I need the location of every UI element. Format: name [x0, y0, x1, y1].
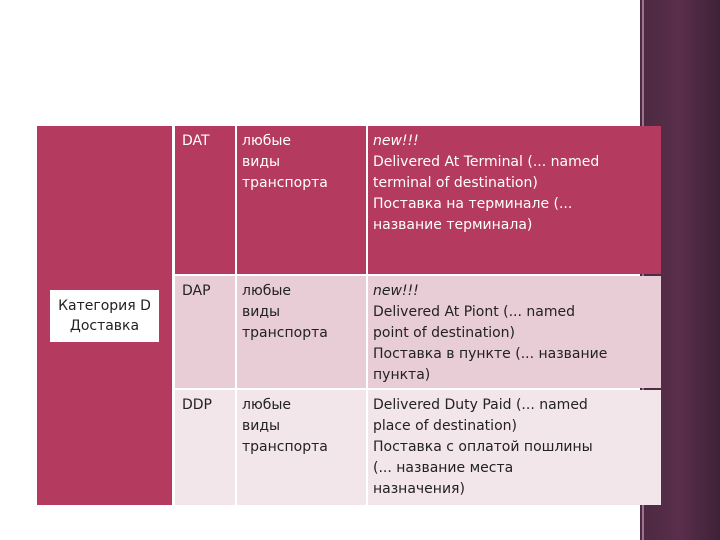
mode-line: транспорта	[242, 439, 328, 455]
transport-mode-cell	[237, 390, 367, 505]
mode-line: любые	[242, 397, 292, 413]
description-line: place of destination)	[373, 418, 517, 434]
description-cell	[368, 390, 661, 505]
mode-line: любые	[242, 283, 292, 299]
table-row-ddp	[175, 390, 661, 505]
term-code: DAT	[182, 133, 210, 149]
category-subtitle: Доставка	[69, 317, 140, 334]
description-line: Поставка в пункте (... название	[373, 346, 608, 362]
table-row-dat	[175, 126, 661, 274]
description-line: terminal of destination)	[373, 175, 538, 191]
mode-line: транспорта	[242, 325, 328, 341]
description-line: Delivered At Terminal (... named	[373, 154, 600, 170]
term-cell	[175, 126, 235, 274]
term-cell	[175, 390, 235, 505]
transport-mode-cell	[237, 276, 367, 388]
description-line: Delivered At Piont (... named	[373, 304, 575, 320]
mode-line: транспорта	[242, 175, 328, 191]
description-cell	[368, 276, 661, 388]
mode-line: любые	[242, 133, 292, 149]
description-line: Поставка с оплатой пошлины	[373, 439, 593, 455]
description-cell	[368, 126, 661, 274]
description-line: назначения)	[373, 481, 465, 497]
new-marker: new!!!	[373, 133, 419, 149]
category-title: Категория D	[58, 297, 151, 314]
term-code: DAP	[182, 283, 211, 299]
description-line: название терминала)	[373, 217, 533, 233]
description-line: Delivered Duty Paid (... named	[373, 397, 588, 413]
mode-line: виды	[242, 154, 281, 170]
description-line: (... название места	[373, 460, 514, 476]
mode-line: виды	[242, 418, 281, 434]
mode-line: виды	[242, 304, 281, 320]
description-line: point of destination)	[373, 325, 516, 341]
transport-mode-cell	[237, 126, 367, 274]
table-row-dap	[175, 276, 661, 388]
category-label-box	[50, 290, 159, 342]
term-code: DDP	[182, 397, 213, 413]
description-line: Поставка на терминале (...	[373, 196, 573, 212]
category-cell	[37, 126, 172, 505]
description-line: пункта)	[373, 367, 431, 383]
term-cell	[175, 276, 235, 388]
new-marker: new!!!	[373, 283, 419, 299]
